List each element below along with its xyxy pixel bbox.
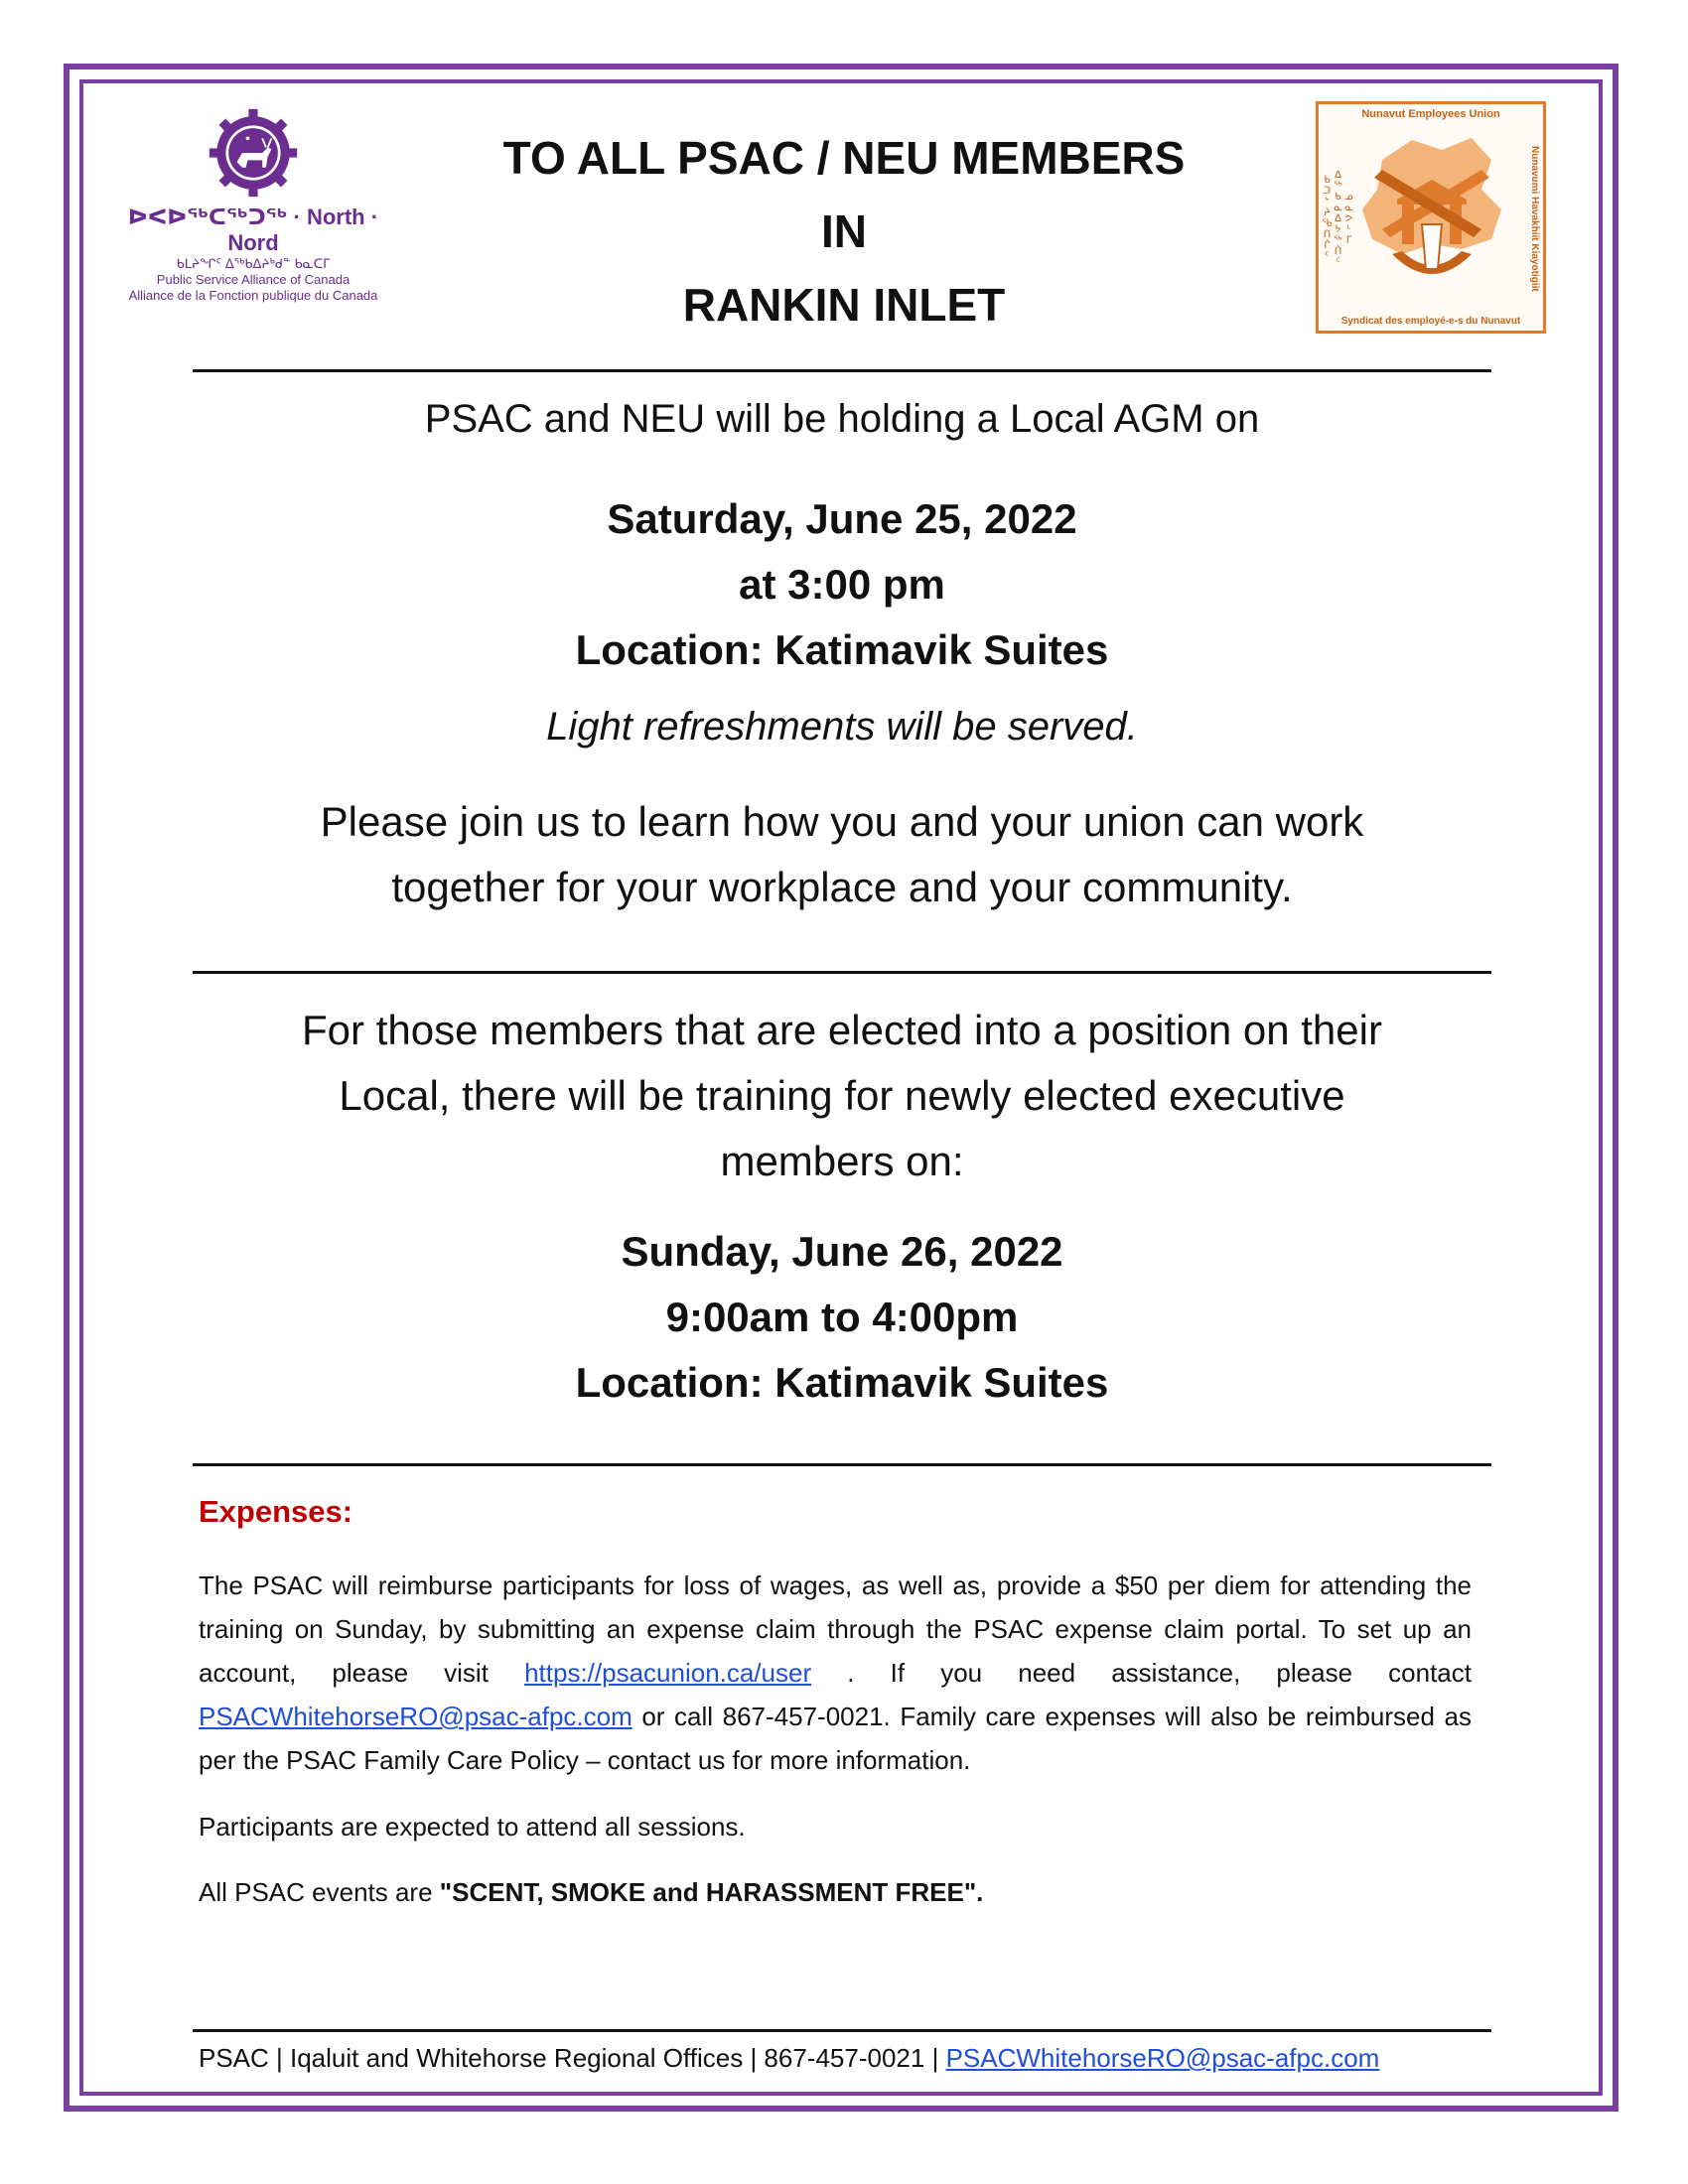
training-line-1: For those members that are elected into a position on their	[302, 1007, 1382, 1053]
whitehorse-email-link[interactable]: PSACWhitehorseRO@psac-afpc.com	[199, 1702, 633, 1731]
divider-1	[193, 369, 1491, 372]
neu-logo-side-left-text: ᓄᓇᕗᒻᒥ ᐃᖅᑲᓇᐃᔭᖅᑏᑦ ᑲᑐᔾᔨᖃᑎᒌᑦ	[1322, 169, 1354, 268]
title-line-3: RANKIN INLET	[682, 279, 1006, 331]
neu-logo-top-text: Nunavut Employees Union	[1361, 108, 1500, 120]
training-date: Sunday, June 26, 2022	[621, 1228, 1063, 1275]
training-details	[193, 1219, 1491, 1416]
attendance-note: Participants are expected to attend all sessions.	[199, 1812, 746, 1842]
neu-logo-side-text: Nunavumi Havakhiit Kiayotigiit	[1529, 145, 1540, 292]
logo-north-label: ᐅᐸᐅᖅᑕᖅᑐᖅ · North · Nord	[127, 205, 379, 255]
agm-details	[193, 486, 1491, 683]
training-time: 9:00am to 4:00pm	[665, 1294, 1019, 1340]
training-line-2: Local, there will be training for newly elected executive	[339, 1072, 1345, 1119]
divider-2	[193, 971, 1491, 974]
psac-user-link[interactable]: https://psacunion.ca/user	[524, 1658, 812, 1688]
agm-date: Saturday, June 25, 2022	[607, 495, 1077, 542]
neu-logo	[1316, 101, 1546, 334]
footer-divider	[193, 2029, 1491, 2032]
title-line-1: TO ALL PSAC / NEU MEMBERS	[502, 132, 1186, 184]
agm-lead: PSAC and NEU will be holding a Local AGM on	[424, 397, 1260, 441]
training-intro	[193, 998, 1491, 1194]
training-location: Location: Katimavik Suites	[575, 1359, 1109, 1406]
logo-syllabic-line: ᑲᒪᔨᖏᑦ ᐃᖅᑲᐃᔨᒃᑯᓐ ᑲᓇᑕᒥ	[176, 256, 331, 271]
psac-north-logo	[124, 107, 382, 306]
title-line-2: IN	[821, 205, 867, 257]
logo-french-line: Alliance de la Fonction publique du Canada	[128, 288, 378, 303]
agm-time: at 3:00 pm	[739, 561, 945, 608]
expenses-paragraph: The PSAC will reimburse participants for loss of wages, as well as, provide a $50 per diem for attending the training on Sunday, by submitting an expense claim through the PSAC expense claim portal. To set up an account, please visit https://psacunion.ca/user . If you need assistance, please contact PSACWhitehorseRO@psac-afpc.com or call 867-457-0021. Family care expenses will also be reimbursed as per the PSAC Family Care Policy – contact us for more information.	[199, 1570, 1472, 1775]
agm-location: Location: Katimavik Suites	[575, 626, 1109, 673]
footer	[199, 2043, 1379, 2074]
neu-map-tools-icon	[1342, 130, 1521, 299]
refreshments-note: Light refreshments will be served.	[546, 705, 1138, 749]
psac-gear-caribou-icon	[208, 107, 299, 199]
training-line-3: members on:	[720, 1138, 964, 1184]
join-line-2: together for your workplace and your community.	[391, 864, 1293, 910]
expenses-heading: Expenses:	[199, 1494, 353, 1529]
footer-text: PSAC | Iqaluit and Whitehorse Regional Offices | 867-457-0021 |	[199, 2043, 939, 2073]
logo-english-line: Public Service Alliance of Canada	[156, 272, 351, 287]
neu-logo-bottom-text: Syndicat des employé-e-s du Nunavut	[1340, 316, 1521, 327]
divider-3	[193, 1463, 1491, 1466]
scent-free-note: All PSAC events are "SCENT, SMOKE and HARASSMENT FREE".	[199, 1877, 984, 1907]
footer-email-link[interactable]: PSACWhitehorseRO@psac-afpc.com	[945, 2043, 1380, 2073]
page-title	[417, 121, 1271, 341]
join-message	[193, 789, 1491, 920]
join-line-1: Please join us to learn how you and your union can work	[320, 798, 1364, 845]
